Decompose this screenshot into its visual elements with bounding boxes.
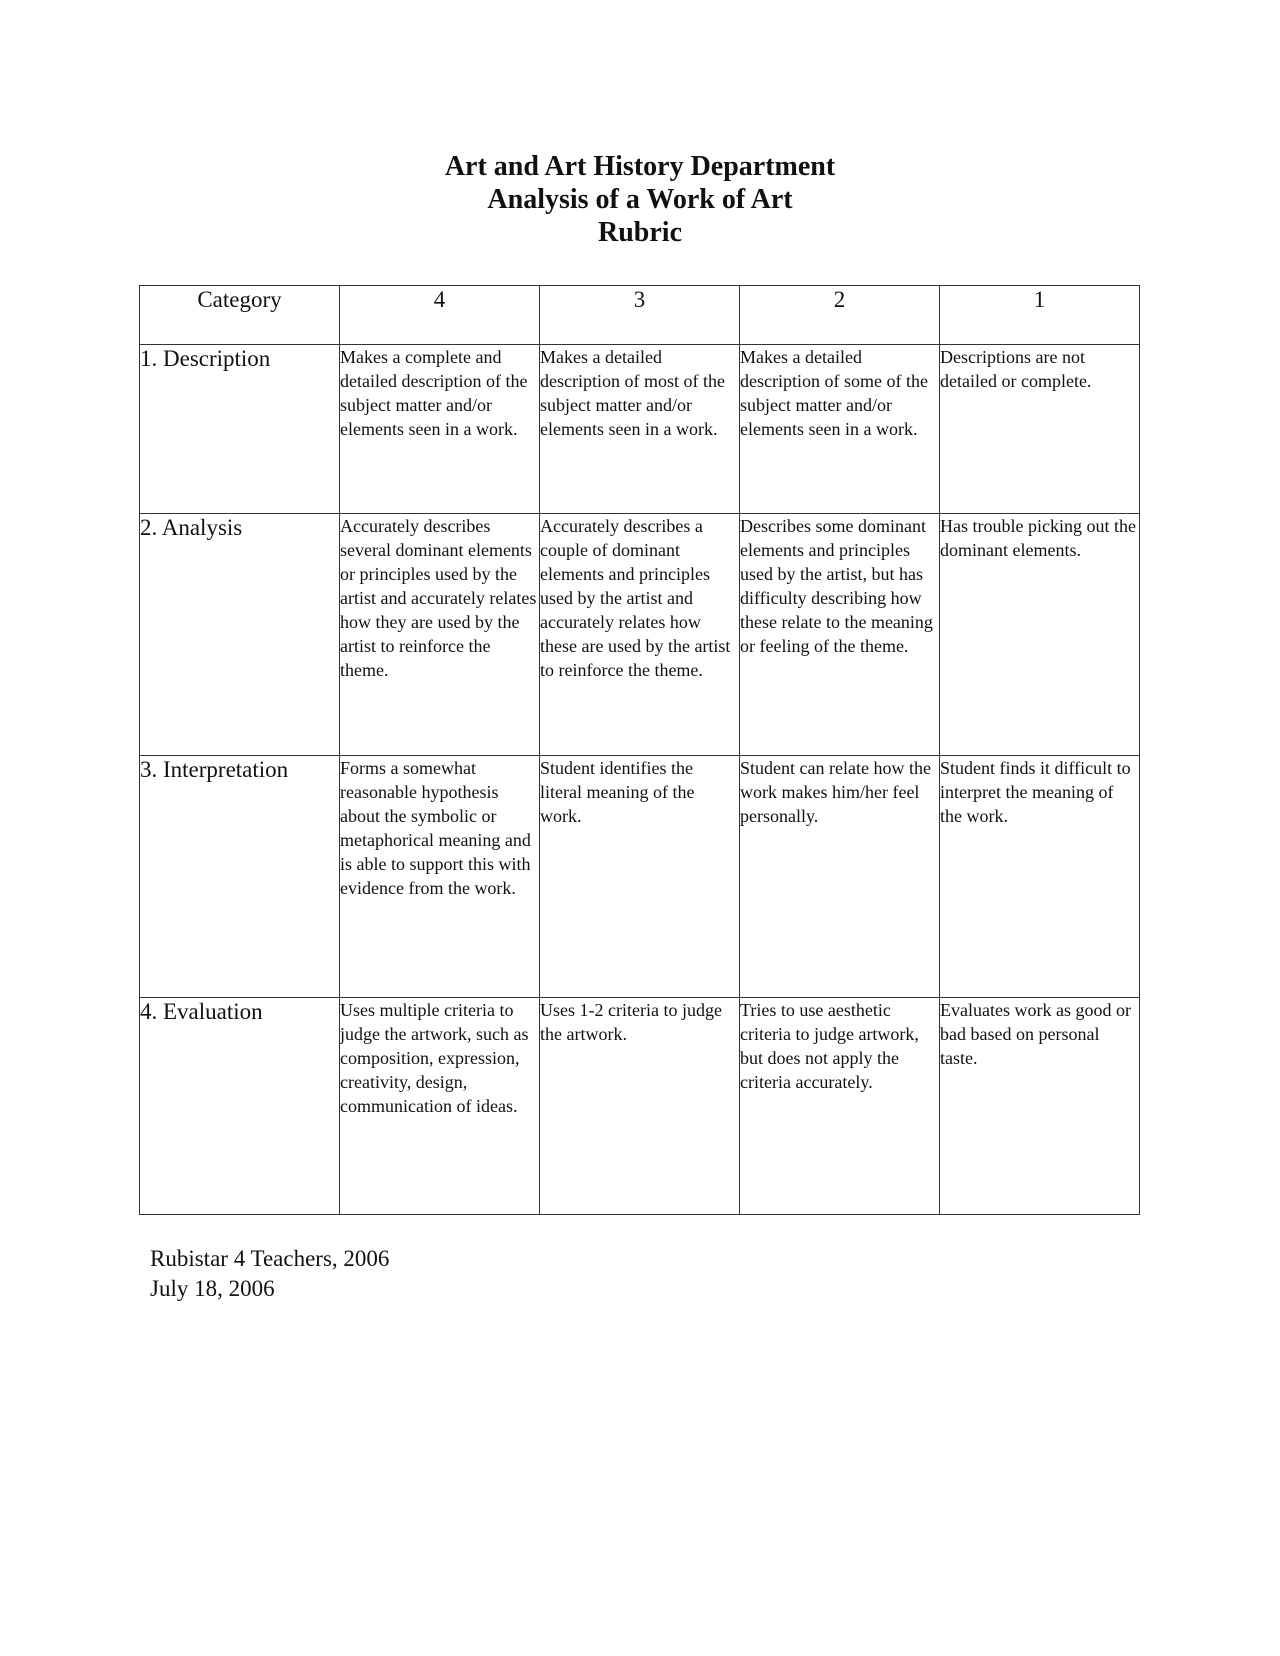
table-row-analysis [140,514,1140,756]
footer-date: July 18, 2006 [150,1276,275,1301]
criteria-cell: Makes a detailed description of most of the subject matter and/or elements seen in a work. [540,345,740,514]
criteria-cell: Accurately describes a couple of dominant elements and principles used by the artist and accurately relates how these are used by the artist to reinforce the theme. [540,514,740,756]
criteria-cell: Uses 1-2 criteria to judge the artwork. [540,998,740,1215]
category-cell: 3. Interpretation [140,756,340,998]
table-header-row [140,286,1140,345]
header-score-4: 4 [340,286,540,345]
criteria-cell: Tries to use aesthetic criteria to judge artwork, but does not apply the criteria accurately. [740,998,940,1215]
document-footer [150,1244,389,1304]
category-cell: 2. Analysis [140,514,340,756]
header-category: Category [140,286,340,345]
criteria-cell: Accurately describes several dominant elements or principles used by the artist and accurately relates how they are used by the artist to reinforce the theme. [340,514,540,756]
criteria-cell: Student identifies the literal meaning of the work. [540,756,740,998]
criteria-cell: Has trouble picking out the dominant elements. [940,514,1140,756]
header-score-2: 2 [740,286,940,345]
title-rubric: Rubric [598,217,682,248]
table-row-description [140,345,1140,514]
criteria-cell: Student can relate how the work makes him/her feel personally. [740,756,940,998]
criteria-cell: Makes a complete and detailed description of the subject matter and/or elements seen in a work. [340,345,540,514]
rubric-table [139,285,1140,1215]
document-title [0,150,1280,249]
table-row-interpretation [140,756,1140,998]
criteria-cell: Evaluates work as good or bad based on personal taste. [940,998,1140,1215]
footer-source: Rubistar 4 Teachers, 2006 [150,1246,390,1271]
criteria-cell: Makes a detailed description of some of the subject matter and/or elements seen in a work. [740,345,940,514]
criteria-cell: Student finds it difficult to interpret the meaning of the work. [940,756,1140,998]
title-assignment: Analysis of a Work of Art [487,184,793,215]
title-department: Art and Art History Department [444,151,836,182]
criteria-cell: Descriptions are not detailed or complete. [940,345,1140,514]
header-score-3: 3 [540,286,740,345]
criteria-cell: Uses multiple criteria to judge the artwork, such as composition, expression, creativity, design, communication of ideas. [340,998,540,1215]
criteria-cell: Forms a somewhat reasonable hypothesis about the symbolic or metaphorical meaning and is able to support this with evidence from the work. [340,756,540,998]
header-score-1: 1 [940,286,1140,345]
category-cell: 4. Evaluation [140,998,340,1215]
criteria-cell: Describes some dominant elements and principles used by the artist, but has difficulty describing how these relate to the meaning or feeling of the theme. [740,514,940,756]
category-cell: 1. Description [140,345,340,514]
table-row-evaluation [140,998,1140,1215]
